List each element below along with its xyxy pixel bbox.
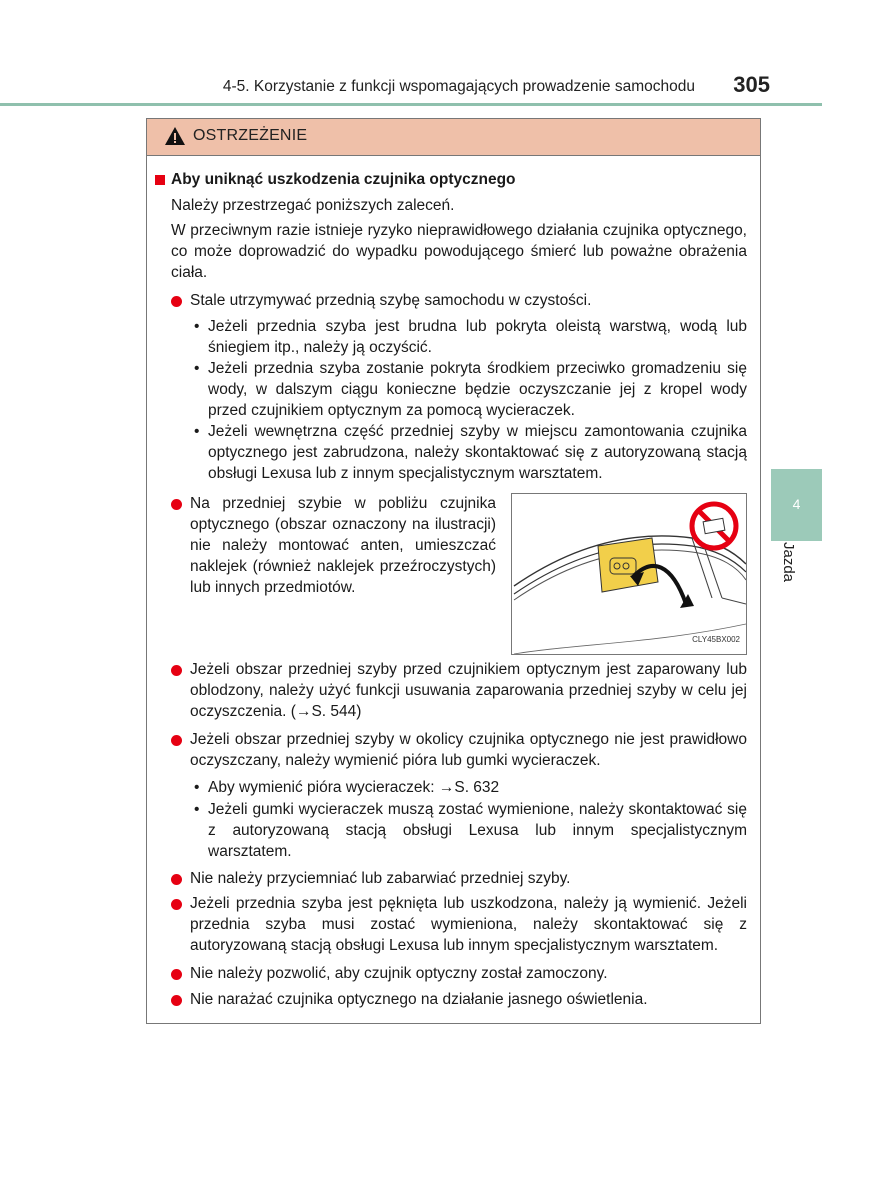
- illustration-code: CLY45BX002: [692, 635, 740, 644]
- heading-marker: [155, 175, 165, 185]
- list-item: Jeżeli obszar przedniej szyby przed czujnikiem optycznym jest zaparowany lub oblodzony, należy użyć funkcji usuwania zaparowania przedniej szyby w celu jej oczyszczenia. (→S. 544): [190, 661, 747, 720]
- sub-item: Jeżeli przednia szyba zostanie pokryta środkiem przeciwko gromadzeniu się wody, w dalszym ciągu konieczne będzie oczyszczanie jej z kropel wody przed czujnikiem optycznym za pomocą wycieraczek.: [208, 360, 747, 419]
- chapter-tab-label: Jazda: [780, 542, 797, 583]
- list-item: Nie należy pozwolić, aby czujnik optyczny został zamoczony.: [190, 965, 608, 982]
- sub-bullet: •: [194, 423, 200, 440]
- sub-item: Jeżeli przednia szyba jest brudna lub pokryta oleistą warstwą, wodą lub śniegiem itp., należy ją oczyścić.: [208, 318, 747, 356]
- sub-item: Aby wymienić pióra wycieraczek: →S. 632: [208, 779, 500, 796]
- warning-risk: W przeciwnym razie istnieje ryzyko nieprawidłowego działania czujnika optycznego, co może doprowadzić do wypadku powodującego śmierć lub poważne obrażenia ciała.: [171, 222, 747, 281]
- warning-box: [146, 118, 761, 1024]
- item-bullet: [171, 969, 182, 980]
- list-item: Jeżeli przednia szyba jest pęknięta lub uszkodzona, należy ją wymienić. Jeżeli przednia szyba musi zostać wymieniona, należy skontaktować się z autoryzowaną stacją obsługi Lexusa lub innym specjalistycznym warsztatem.: [190, 895, 747, 954]
- warning-content: [147, 119, 760, 1023]
- chapter-tab-number: 4: [792, 496, 801, 512]
- chapter-tab[interactable]: [771, 469, 822, 541]
- page-header: [0, 72, 820, 102]
- sub-item: Jeżeli wewnętrzna część przedniej szyby w miejscu zamontowania czujnika optycznego jest zabrudzona, należy skontaktować się z autoryzowaną stacją obsługi Lexusa lub z innym specjalistycznym warsztatem.: [208, 423, 747, 482]
- item-bullet: [171, 874, 182, 885]
- sub-bullet: •: [194, 801, 200, 818]
- item-bullet: [171, 665, 182, 676]
- list-item: Stale utrzymywać przednią szybę samochodu w czystości.: [190, 292, 592, 309]
- item-bullet: [171, 735, 182, 746]
- sub-item: Jeżeli gumki wycieraczek muszą zostać wymienione, należy skontaktować się z autoryzowaną stacją obsługi Lexusa lub innym specjalistycznym warsztatem.: [208, 801, 747, 860]
- item-bullet: [171, 995, 182, 1006]
- item-bullet: [171, 899, 182, 910]
- list-item: Nie należy przyciemniać lub zabarwiać przedniej szyby.: [190, 870, 571, 887]
- sub-bullet: •: [194, 318, 200, 335]
- list-item: Na przedniej szybie w pobliżu czujnika optycznego (obszar oznaczony na ilustracji) nie należy montować anten, umieszczać naklejek (również naklejek przeźroczystych) lub innych przedmiotów.: [190, 495, 496, 596]
- list-item: Jeżeli obszar przedniej szyby w okolicy czujnika optycznego nie jest prawidłowo oczyszczany, należy wymienić pióra lub gumki wycieraczek.: [190, 731, 747, 769]
- page-number: 305: [733, 72, 770, 97]
- item-bullet: [171, 296, 182, 307]
- header-rule: [0, 103, 822, 106]
- warning-heading: Aby uniknąć uszkodzenia czujnika optycznego: [171, 171, 516, 188]
- sensor-illustration: [511, 493, 747, 655]
- item-bullet: [171, 499, 182, 510]
- sub-bullet: •: [194, 779, 200, 796]
- chapter-tab-label-box: [771, 540, 822, 610]
- sub-bullet: •: [194, 360, 200, 377]
- chapter-title: 4-5. Korzystanie z funkcji wspomagających prowadzenie samochodu: [222, 78, 695, 95]
- list-item: Nie narażać czujnika optycznego na działanie jasnego oświetlenia.: [190, 991, 648, 1008]
- warning-intro: Należy przestrzegać poniższych zaleceń.: [171, 197, 455, 214]
- warning-title: OSTRZEŻENIE: [193, 127, 308, 144]
